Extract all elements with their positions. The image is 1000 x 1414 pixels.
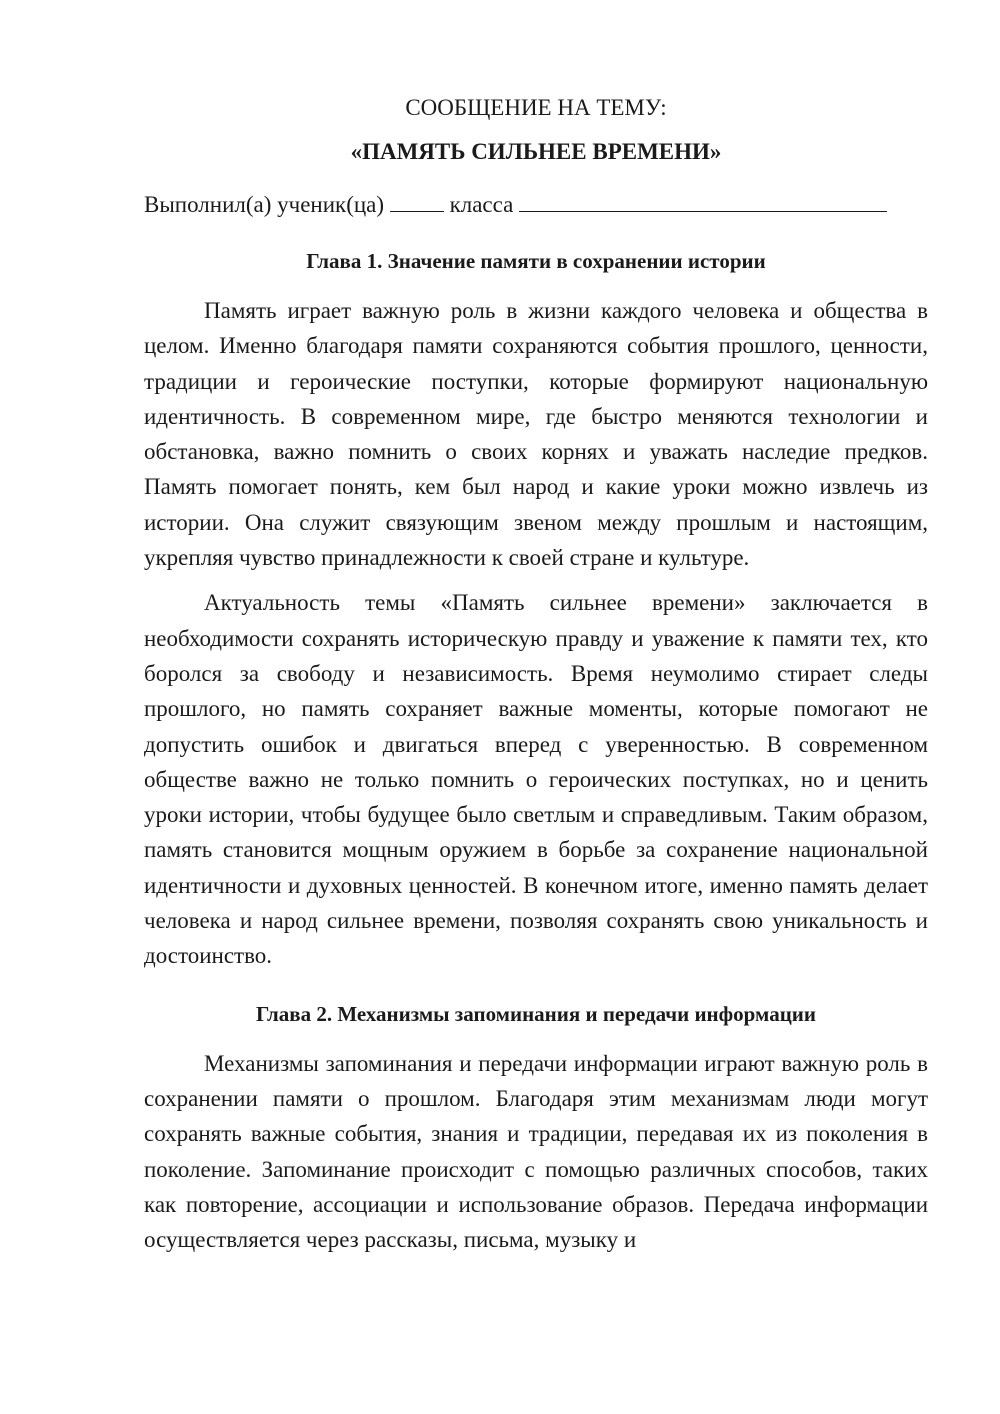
chapter-2-paragraph-1: Механизмы запоминания и передачи информации играют важную роль в сохранении памяти о прошлом. Благодаря этим механизмам люди могут сохранять важные события, знания и традиции, передавая их из поколения в поколение. Запоминание происходит с помощью различных способов, таких как повторение, ассоциации и использование образов. Передача информации осуществляется через рассказы, письма, музыку и — [144, 1050, 928, 1253]
document-page — [144, 92, 928, 1257]
chapter-1-paragraph-1: Память играет важную роль в жизни каждого человека и общества в целом. Именно благодаря памяти сохраняются события прошлого, ценности, традиции и героические поступки, которые формируют национальную идентичность. В современном мире, где быстро меняются технологии и обстановка, важно помнить о своих корнях и уважать наследие предков. Память помогает понять, кем был народ и какие уроки можно извлечь из истории. Она служит связующим звеном между прошлым и настоящим, укрепляя чувство принадлежности к своей стране и культуре. — [144, 298, 928, 571]
student-label: Выполнил(а) ученик(ца) — [144, 192, 385, 217]
class-label: класса — [449, 192, 514, 217]
chapter-1-heading: Глава 1. Значение памяти в сохранении истории — [306, 249, 766, 273]
document-title: «ПАМЯТЬ СИЛЬНЕЕ ВРЕМЕНИ» — [350, 139, 722, 164]
name-blank-field — [519, 189, 887, 212]
chapter-1-paragraph-2: Актуальность темы «Память сильнее времени» заключается в необходимости сохранять историческую правду и уважение к памяти тех, кто боролся за свободу и независимость. Время неумолимо стирает следы прошлого, но память сохраняет важные моменты, которые помогают не допустить ошибок и двигаться вперед с уверенностью. В современном обществе важно не только помнить о героических поступках, но и ценить уроки истории, чтобы будущее было светлым и справедливым. Таким образом, память становится мощным оружием в борьбе за сохранение национальной идентичности и духовных ценностей. В конечном итоге, именно память делает человека и народ сильнее времени, позволяя сохранять свою уникальность и достоинство. — [144, 590, 928, 969]
grade-blank-field — [390, 189, 444, 212]
document-subtitle: СООБЩЕНИЕ НА ТЕМУ: — [405, 95, 667, 120]
student-info-line — [144, 189, 928, 221]
chapter-2-heading: Глава 2. Механизмы запоминания и передачи информации — [255, 1001, 817, 1026]
